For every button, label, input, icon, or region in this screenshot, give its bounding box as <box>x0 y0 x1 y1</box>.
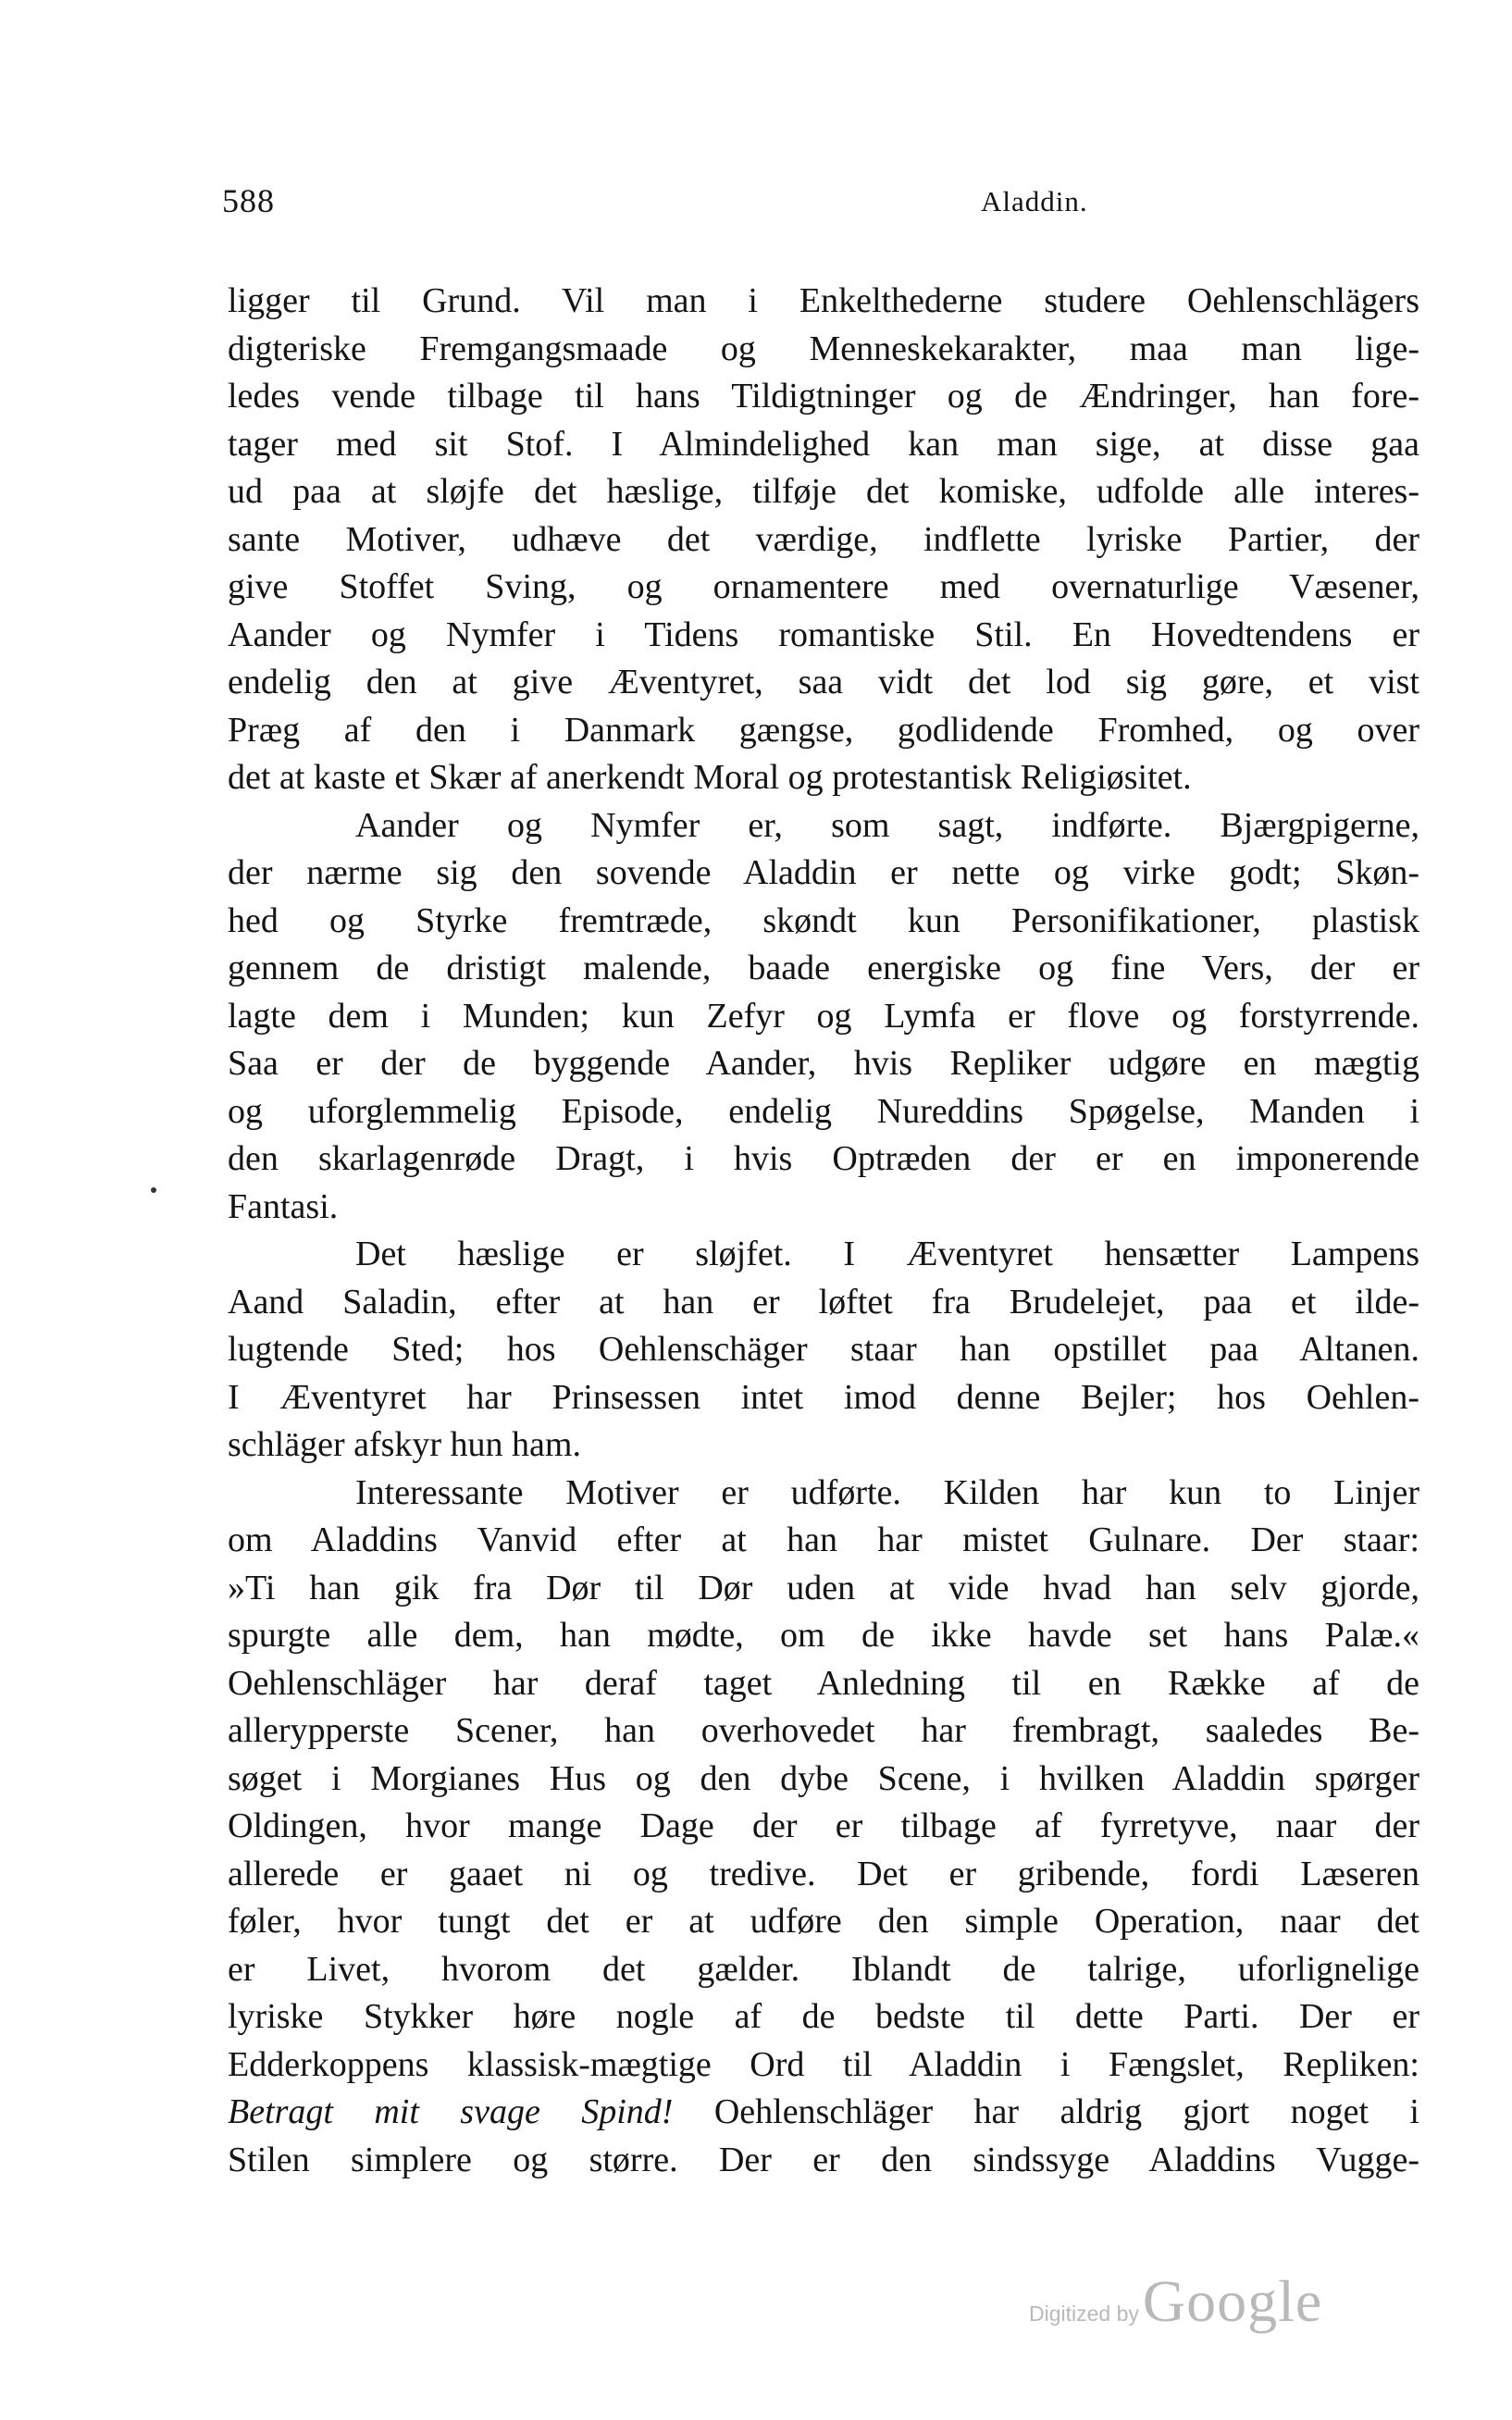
text-line: give Stoffet Sving, og ornamentere med overnaturlige Væsener, <box>228 567 1419 606</box>
text-line: føler, hvor tungt det er at udføre den simple Operation, naar det <box>228 1902 1419 1941</box>
text-line: er Livet, hvorom det gælder. Iblandt de talrige, uforlignelige <box>228 1949 1419 1989</box>
text-line: den skarlagenrøde Dragt, i hvis Optræden der er en imponerende <box>228 1139 1419 1178</box>
text-line: Aander og Nymfer i Tidens romantiske Stil. En Hovedtendens er <box>228 614 1419 654</box>
text-line: der nærme sig den sovende Aladdin er nette og virke godt; Skøn- <box>228 853 1419 892</box>
text-line: Aand Saladin, efter at han er løftet fra Brudelejet, paa et ilde- <box>228 1282 1419 1322</box>
text-line: lugtende Sted; hos Oehlenschäger staar han opstillet paa Altanen. <box>228 1330 1419 1369</box>
text-line: Saa er der de byggende Aander, hvis Repliker udgøre en mægtig <box>228 1044 1419 1083</box>
text-line: »Ti han gik fra Dør til Dør uden at vide hvad han selv gjorde, <box>228 1568 1419 1607</box>
text-line: sante Motiver, udhæve det værdige, indflette lyriske Partier, der <box>228 519 1419 559</box>
page-header <box>222 181 1379 237</box>
text-line: allerede er gaaet ni og tredive. Det er gribende, fordi Læseren <box>228 1854 1419 1893</box>
text-line: lyriske Stykker høre nogle af de bedste til dette Parti. Der er <box>228 1997 1419 2036</box>
text-line: Det hæslige er sløjfet. I Æventyret hensætter Lampens <box>355 1235 1419 1273</box>
text-line: søget i Morgianes Hus og den dybe Scene, i hvilken Aladdin spørger <box>228 1758 1419 1798</box>
text-line: Fantasi. <box>228 1186 339 1226</box>
text-line: spurgte alle dem, han mødte, om de ikke havde set hans Palæ.« <box>228 1616 1419 1655</box>
text-line-with-quote <box>228 2089 1419 2137</box>
text-line: gennem de dristigt malende, baade energiske og fine Vers, der er <box>228 949 1419 987</box>
text-line: hed og Styrke fremtræde, skøndt kun Personifikationer, plastisk <box>228 900 1419 940</box>
text-line: ud paa at sløjfe det hæslige, tilføje det komiske, udfolde alle interes- <box>228 472 1419 511</box>
text-line: det at kaste et Skær af anerkendt Moral og protestantisk Religiøsitet. <box>228 758 1192 797</box>
text-line: Interessante Motiver er udførte. Kilden har kun to Linjer <box>355 1472 1419 1512</box>
body-text <box>228 278 1419 2184</box>
watermark-digitized-label: Digitized by <box>1029 2302 1139 2326</box>
text-line: Edderkoppens klassisk-mægtige Ord til Aladdin i Fængslet, Repliken: <box>228 2044 1419 2084</box>
page-number: 588 <box>222 182 275 219</box>
text-line: Aander og Nymfer er, som sagt, indførte. Bjærgpigerne, <box>355 805 1419 845</box>
digitized-by-google-watermark <box>1029 2267 1322 2332</box>
text-line: lagte dem i Munden; kun Zefyr og Lymfa er flove og forstyrrende. <box>228 996 1419 1036</box>
text-line: ligger til Grund. Vil man i Enkelthederne studere Oehlenschlägers <box>228 281 1419 320</box>
text-line: allerypperste Scener, han overhovedet har frembragt, saaledes Be- <box>228 1711 1419 1750</box>
italic-quote: Betragt mit svage Spind! <box>228 2092 674 2131</box>
text-line: tager med sit Stof. I Almindelighed kan man sige, at disse gaa <box>228 424 1419 464</box>
text-line: digteriske Fremgangsmaade og Menneskekarakter, maa man lige- <box>228 329 1419 368</box>
text-line: I Æventyret har Prinsessen intet imod denne Bejler; hos Oehlen- <box>228 1377 1419 1417</box>
text-line: Oehlenschläger har deraf taget Anledning til en Række af de <box>228 1663 1419 1703</box>
text-line: om Aladdins Vanvid efter at han har mistet Gulnare. Der staar: <box>228 1520 1419 1559</box>
text-line: schläger afskyr hun ham. <box>228 1425 581 1464</box>
running-title: Aladdin. <box>981 185 1088 217</box>
text-line-rest: Oehlenschläger har aldrig gjort noget i <box>673 2092 1419 2131</box>
text-line: Stilen simplere og større. Der er den sindssyge Aladdins Vugge- <box>228 2140 1419 2179</box>
stray-ink-dot <box>151 1187 156 1193</box>
watermark-google-logo: Google <box>1142 2268 1323 2334</box>
text-line: Oldingen, hvor mange Dage der er tilbage af fyrretyve, naar der <box>228 1806 1419 1845</box>
text-line: og uforglemmelig Episode, endelig Nureddins Spøgelse, Manden i <box>228 1091 1419 1131</box>
text-line: ledes vende tilbage til hans Tildigtninger og de Ændringer, han fore- <box>228 377 1419 416</box>
text-line: endelig den at give Æventyret, saa vidt det lod sig gøre, et vist <box>228 663 1419 701</box>
text-line: Præg af den i Danmark gængse, godlidende Fromhed, og over <box>228 710 1419 750</box>
